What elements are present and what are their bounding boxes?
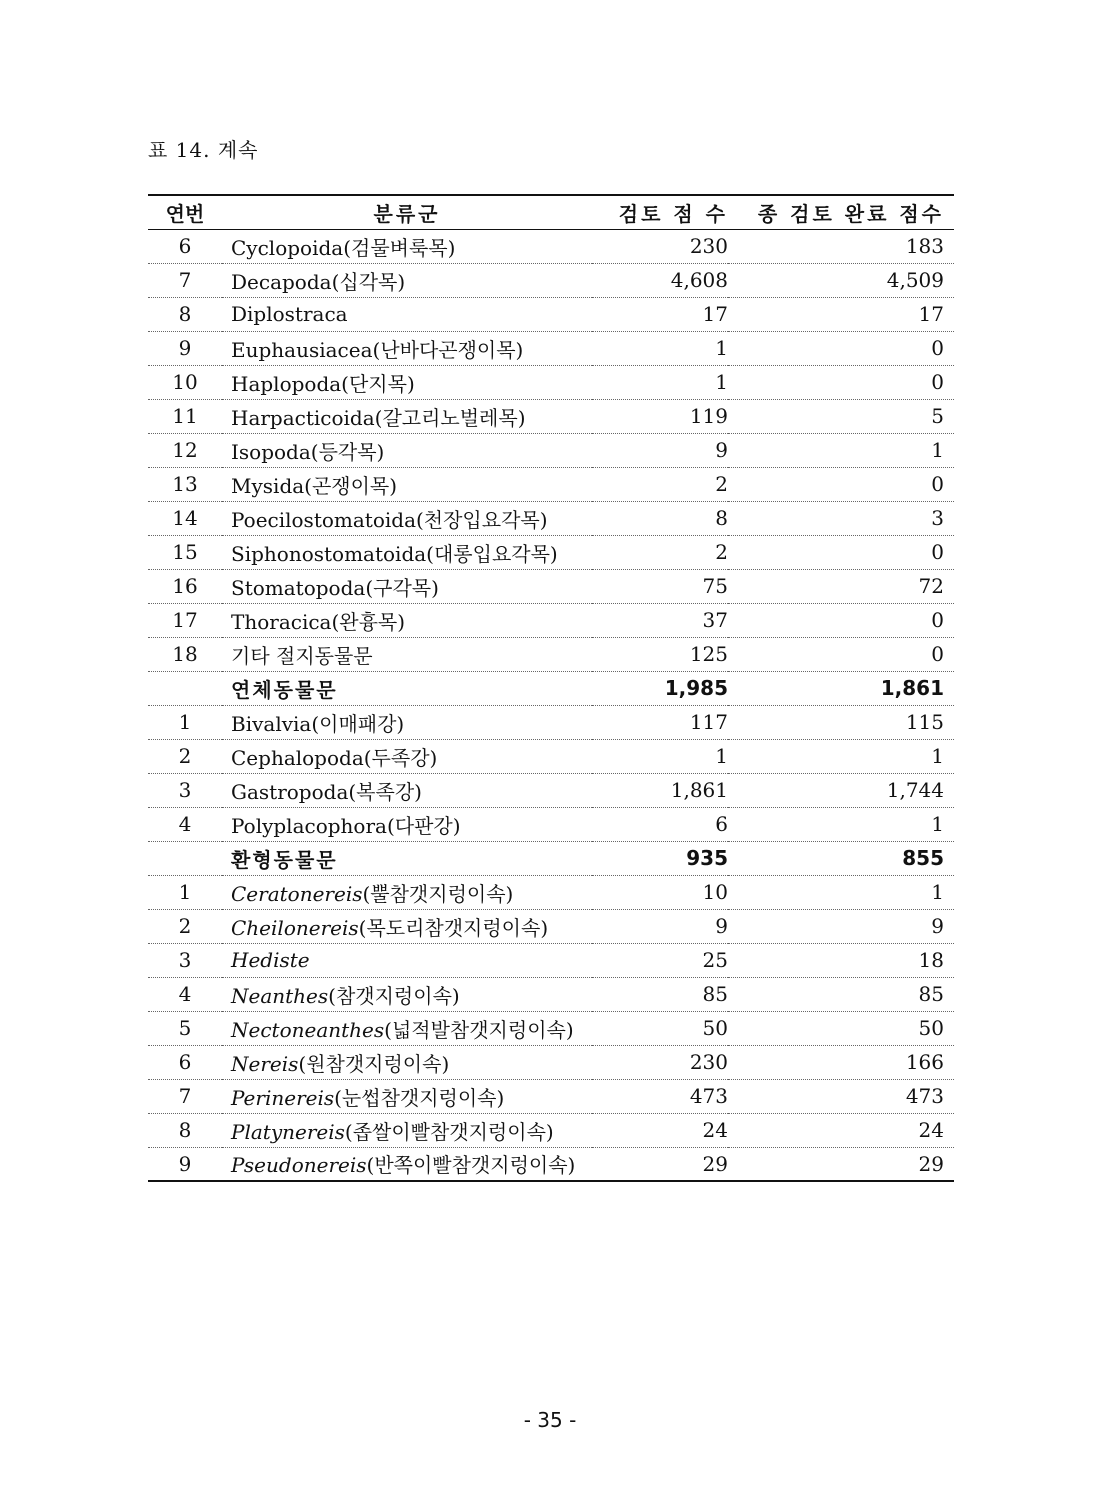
completed-count: 72 <box>728 569 954 603</box>
reviewed-count: 2 <box>592 535 728 569</box>
taxon-name: Gastropoda(복족강) <box>222 773 592 807</box>
taxon-name <box>222 977 592 1011</box>
taxon-name: Stomatopoda(구각목) <box>222 569 592 603</box>
table-row <box>148 1147 954 1181</box>
reviewed-count: 1 <box>592 331 728 365</box>
table-row <box>148 433 954 467</box>
row-number: 3 <box>148 773 222 807</box>
row-number: 11 <box>148 399 222 433</box>
taxon-name: Thoracica(완흉목) <box>222 603 592 637</box>
row-number: 18 <box>148 637 222 671</box>
taxon-name: Haplopoda(단지목) <box>222 365 592 399</box>
row-number: 9 <box>148 1147 222 1181</box>
taxon-name <box>222 1147 592 1181</box>
genus-name: Pseudonereis <box>231 1153 367 1178</box>
genus-name: Platynereis <box>231 1119 345 1144</box>
row-number: 5 <box>148 1011 222 1045</box>
taxon-name: Siphonostomatoida(대롱입요각목) <box>222 535 592 569</box>
korean-name: (원참갯지렁이속) <box>298 1051 450 1076</box>
table-body <box>148 229 954 1181</box>
taxon-name: Diplostraca <box>222 297 592 331</box>
genus-name: Cheilonereis <box>231 915 359 940</box>
reviewed-count: 6 <box>592 807 728 841</box>
page-number: - 35 - <box>523 1408 577 1432</box>
korean-name: (눈썹참갯지렁이속) <box>334 1085 505 1110</box>
row-number: 10 <box>148 365 222 399</box>
reviewed-count: 1 <box>592 365 728 399</box>
reviewed-count: 17 <box>592 297 728 331</box>
taxon-name <box>222 1011 592 1045</box>
table-row <box>148 365 954 399</box>
reviewed-count: 75 <box>592 569 728 603</box>
genus-name: Hediste <box>231 948 310 972</box>
row-number: 16 <box>148 569 222 603</box>
row-number <box>148 841 222 875</box>
completed-count: 473 <box>728 1079 954 1113</box>
taxon-name: Mysida(곤쟁이목) <box>222 467 592 501</box>
genus-name: Nereis <box>231 1051 299 1076</box>
taxon-name: Harpacticoida(갈고리노벌레목) <box>222 399 592 433</box>
taxon-name: Decapoda(십각목) <box>222 263 592 297</box>
row-number: 15 <box>148 535 222 569</box>
completed-count: 0 <box>728 331 954 365</box>
row-number: 14 <box>148 501 222 535</box>
row-number: 4 <box>148 977 222 1011</box>
row-number: 2 <box>148 739 222 773</box>
completed-count: 29 <box>728 1147 954 1181</box>
table-caption: 표 14. 계속 <box>148 138 259 162</box>
reviewed-count: 935 <box>592 841 728 875</box>
reviewed-count: 10 <box>592 875 728 909</box>
row-number: 2 <box>148 909 222 943</box>
completed-count: 183 <box>728 229 954 263</box>
reviewed-count: 125 <box>592 637 728 671</box>
korean-name: (좁쌀이빨참갯지렁이속) <box>344 1119 554 1144</box>
reviewed-count: 119 <box>592 399 728 433</box>
taxon-name <box>222 1113 592 1147</box>
taxon-name: Cephalopoda(두족강) <box>222 739 592 773</box>
completed-count: 1 <box>728 739 954 773</box>
table-row <box>148 331 954 365</box>
taxon-name <box>222 1045 592 1079</box>
row-number: 6 <box>148 1045 222 1079</box>
reviewed-count: 1 <box>592 739 728 773</box>
table-row <box>148 977 954 1011</box>
table-row <box>148 807 954 841</box>
korean-name: (넓적발참갯지렁이속) <box>384 1017 574 1042</box>
reviewed-count: 9 <box>592 909 728 943</box>
completed-count: 1 <box>728 433 954 467</box>
header-taxon: 분류군 <box>222 195 592 229</box>
reviewed-count: 25 <box>592 943 728 977</box>
row-number: 7 <box>148 1079 222 1113</box>
reviewed-count: 230 <box>592 1045 728 1079</box>
table-row <box>148 705 954 739</box>
genus-name: Perinereis <box>231 1085 335 1110</box>
completed-count: 1,744 <box>728 773 954 807</box>
table-row <box>148 467 954 501</box>
completed-count: 4,509 <box>728 263 954 297</box>
reviewed-count: 29 <box>592 1147 728 1181</box>
completed-count: 9 <box>728 909 954 943</box>
taxon-name: Polyplacophora(다판강) <box>222 807 592 841</box>
row-number: 12 <box>148 433 222 467</box>
reviewed-count: 24 <box>592 1113 728 1147</box>
taxon-name <box>222 1079 592 1113</box>
row-number: 4 <box>148 807 222 841</box>
table-row <box>148 909 954 943</box>
header-row <box>148 195 954 229</box>
taxon-review-table <box>148 194 954 1182</box>
completed-count: 17 <box>728 297 954 331</box>
completed-count: 115 <box>728 705 954 739</box>
completed-count: 1,861 <box>728 671 954 705</box>
table-row <box>148 739 954 773</box>
row-number: 13 <box>148 467 222 501</box>
taxon-name: Cyclopoida(검물벼룩목) <box>222 229 592 263</box>
header-no: 연번 <box>148 195 222 229</box>
korean-name: (목도리참갯지렁이속) <box>358 915 549 940</box>
table-row <box>148 1045 954 1079</box>
completed-count: 5 <box>728 399 954 433</box>
reviewed-count: 117 <box>592 705 728 739</box>
completed-count: 24 <box>728 1113 954 1147</box>
completed-count: 0 <box>728 535 954 569</box>
taxon-name: Poecilostomatoida(천장입요각목) <box>222 501 592 535</box>
reviewed-count: 1,985 <box>592 671 728 705</box>
row-number: 7 <box>148 263 222 297</box>
completed-count: 0 <box>728 467 954 501</box>
completed-count: 855 <box>728 841 954 875</box>
table-row <box>148 1113 954 1147</box>
row-number: 17 <box>148 603 222 637</box>
table-header <box>148 195 954 229</box>
completed-count: 85 <box>728 977 954 1011</box>
genus-name: Neanthes <box>231 983 329 1008</box>
group-row <box>148 841 954 875</box>
reviewed-count: 50 <box>592 1011 728 1045</box>
completed-count: 18 <box>728 943 954 977</box>
taxon-name: Euphausiacea(난바다곤쟁이목) <box>222 331 592 365</box>
taxon-name: Isopoda(등각목) <box>222 433 592 467</box>
genus-name: Nectoneanthes <box>231 1017 385 1042</box>
table-row <box>148 399 954 433</box>
row-number <box>148 671 222 705</box>
table-row <box>148 603 954 637</box>
completed-count: 166 <box>728 1045 954 1079</box>
table-row <box>148 943 954 977</box>
table-row <box>148 263 954 297</box>
completed-count: 3 <box>728 501 954 535</box>
row-number: 3 <box>148 943 222 977</box>
table-row <box>148 535 954 569</box>
table-row <box>148 773 954 807</box>
row-number: 8 <box>148 1113 222 1147</box>
table-row <box>148 875 954 909</box>
table-row <box>148 637 954 671</box>
taxon-name: Bivalvia(이매패강) <box>222 705 592 739</box>
row-number: 8 <box>148 297 222 331</box>
taxon-name: 환형동물문 <box>222 841 592 875</box>
reviewed-count: 4,608 <box>592 263 728 297</box>
genus-name: Ceratonereis <box>231 881 363 906</box>
taxon-name <box>222 943 592 977</box>
table-row <box>148 501 954 535</box>
table-row <box>148 297 954 331</box>
taxon-name <box>222 875 592 909</box>
completed-count: 0 <box>728 365 954 399</box>
reviewed-count: 9 <box>592 433 728 467</box>
taxon-name: 연체동물문 <box>222 671 592 705</box>
row-number: 6 <box>148 229 222 263</box>
korean-name: (뿔참갯지렁이속) <box>362 881 514 906</box>
table-row <box>148 1011 954 1045</box>
completed-count: 50 <box>728 1011 954 1045</box>
korean-name: (반쪽이빨참갯지렁이속) <box>366 1153 576 1178</box>
row-number: 9 <box>148 331 222 365</box>
reviewed-count: 8 <box>592 501 728 535</box>
korean-name: (참갯지렁이속) <box>328 983 460 1008</box>
row-number: 1 <box>148 875 222 909</box>
row-number: 1 <box>148 705 222 739</box>
reviewed-count: 230 <box>592 229 728 263</box>
reviewed-count: 2 <box>592 467 728 501</box>
header-reviewed-count: 검토 점 수 <box>592 195 728 229</box>
completed-count: 1 <box>728 807 954 841</box>
completed-count: 0 <box>728 637 954 671</box>
taxon-name <box>222 909 592 943</box>
taxon-name: 기타 절지동물문 <box>222 637 592 671</box>
table-row <box>148 1079 954 1113</box>
reviewed-count: 85 <box>592 977 728 1011</box>
reviewed-count: 473 <box>592 1079 728 1113</box>
completed-count: 0 <box>728 603 954 637</box>
table-row <box>148 569 954 603</box>
table-row <box>148 229 954 263</box>
group-row <box>148 671 954 705</box>
reviewed-count: 37 <box>592 603 728 637</box>
header-completed-count: 종 검토 완료 점수 <box>728 195 954 229</box>
reviewed-count: 1,861 <box>592 773 728 807</box>
completed-count: 1 <box>728 875 954 909</box>
